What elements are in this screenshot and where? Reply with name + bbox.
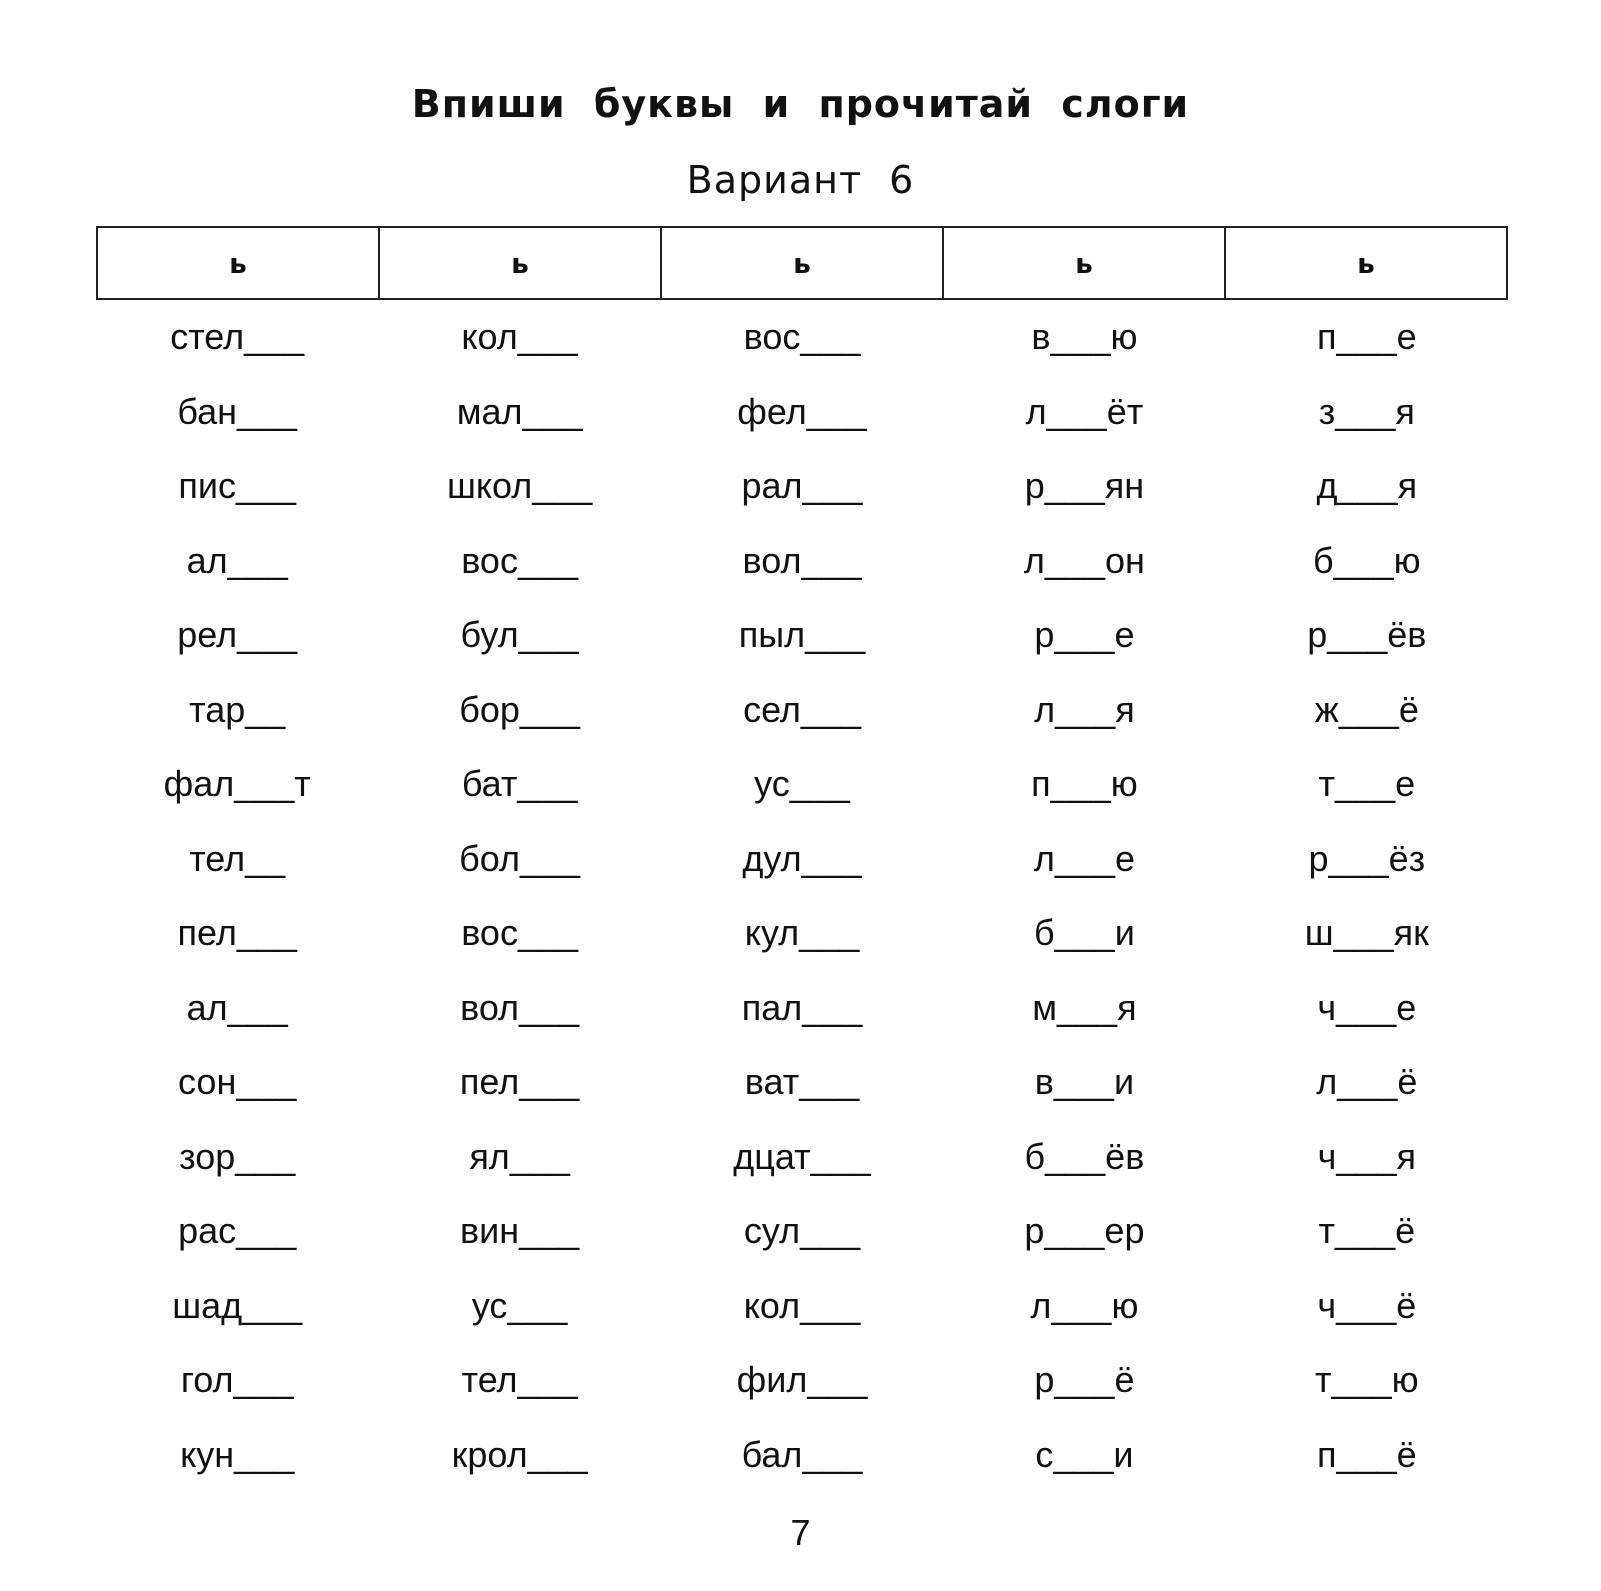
syllable-item[interactable]: фел___ bbox=[737, 390, 867, 432]
column-1 bbox=[96, 300, 378, 1492]
syllable-item[interactable]: л___ю bbox=[1030, 1284, 1139, 1326]
header-cell-1: ь bbox=[98, 228, 380, 298]
syllable-item[interactable]: сул___ bbox=[743, 1210, 861, 1251]
syllable-item[interactable]: л___он bbox=[1023, 539, 1145, 581]
syllable-item[interactable]: ч___ё bbox=[1317, 1284, 1417, 1326]
syllable-item[interactable]: пел___ bbox=[177, 912, 297, 953]
syllable-item[interactable]: вол___ bbox=[742, 539, 862, 581]
syllable-item[interactable]: вос___ bbox=[461, 539, 579, 581]
syllable-item[interactable]: пис___ bbox=[178, 465, 297, 506]
syllable-item[interactable]: пал___ bbox=[741, 986, 863, 1028]
syllable-item[interactable]: б___ю bbox=[1312, 539, 1421, 581]
syllable-item[interactable]: ж___ё bbox=[1314, 688, 1419, 730]
syllable-item[interactable]: т___ё bbox=[1318, 1210, 1416, 1251]
syllable-item[interactable]: сел___ bbox=[743, 688, 861, 730]
syllable-item[interactable]: бор___ bbox=[459, 688, 580, 730]
syllable-item[interactable]: бол___ bbox=[459, 837, 581, 879]
syllable-item[interactable]: стел___ bbox=[170, 316, 305, 357]
syllable-item[interactable]: д___я bbox=[1316, 465, 1418, 506]
page-number: 7 bbox=[790, 1512, 811, 1553]
syllable-item[interactable]: крол___ bbox=[451, 1433, 588, 1475]
syllable-item[interactable]: бан___ bbox=[177, 390, 298, 432]
syllable-item[interactable]: ш___як bbox=[1304, 912, 1429, 953]
column-2 bbox=[378, 300, 660, 1492]
syllable-item[interactable]: р___ер bbox=[1024, 1210, 1145, 1251]
syllable-item[interactable]: р___ё bbox=[1034, 1359, 1135, 1400]
syllable-item[interactable]: тел___ bbox=[461, 1359, 578, 1400]
syllable-item[interactable]: бат___ bbox=[461, 763, 578, 804]
syllable-item[interactable]: сон___ bbox=[178, 1061, 297, 1102]
syllable-item[interactable]: тел__ bbox=[189, 837, 286, 879]
header-cell-2: ь bbox=[380, 228, 662, 298]
syllable-grid bbox=[96, 300, 1508, 1492]
header-cell-3: ь bbox=[662, 228, 944, 298]
syllable-item[interactable]: л___ёт bbox=[1025, 390, 1144, 432]
syllable-item[interactable]: ч___я bbox=[1317, 1135, 1416, 1177]
syllable-item[interactable]: в___ю bbox=[1031, 316, 1138, 357]
syllable-item[interactable]: ват___ bbox=[744, 1061, 860, 1102]
syllable-item[interactable]: р___ёз bbox=[1308, 837, 1426, 879]
syllable-item[interactable]: фил___ bbox=[736, 1359, 868, 1400]
syllable-item[interactable]: вос___ bbox=[461, 912, 579, 953]
syllable-item[interactable]: ус___ bbox=[754, 763, 850, 804]
variant-label: Вариант 6 bbox=[686, 158, 915, 202]
syllable-item[interactable]: тар__ bbox=[189, 688, 286, 730]
syllable-item[interactable]: ял___ bbox=[469, 1135, 570, 1177]
syllable-item[interactable]: п___ё bbox=[1317, 1433, 1417, 1475]
syllable-item[interactable]: ал___ bbox=[186, 986, 288, 1028]
column-4 bbox=[943, 300, 1225, 1492]
syllable-item[interactable]: р___ёв bbox=[1307, 614, 1427, 655]
syllable-item[interactable]: рас___ bbox=[178, 1210, 297, 1251]
syllable-item[interactable]: р___ян bbox=[1024, 465, 1145, 506]
syllable-item[interactable]: пел___ bbox=[459, 1061, 580, 1102]
syllable-item[interactable]: б___и bbox=[1034, 912, 1135, 953]
header-cell-4: ь bbox=[944, 228, 1226, 298]
syllable-item[interactable]: вол___ bbox=[460, 986, 580, 1028]
syllable-item[interactable]: п___ю bbox=[1031, 763, 1138, 804]
syllable-item[interactable]: рал___ bbox=[741, 465, 863, 506]
syllable-item[interactable]: ал___ bbox=[186, 539, 288, 581]
syllable-item[interactable]: шад___ bbox=[172, 1284, 303, 1326]
column-3 bbox=[661, 300, 943, 1492]
syllable-item[interactable]: с___и bbox=[1035, 1433, 1134, 1475]
syllable-item[interactable]: кол___ bbox=[743, 1284, 861, 1326]
syllable-item[interactable]: мал___ bbox=[456, 390, 583, 432]
syllable-item[interactable]: фал___т bbox=[163, 763, 311, 804]
syllable-item[interactable]: школ___ bbox=[446, 465, 593, 506]
syllable-item[interactable]: кол___ bbox=[461, 316, 578, 357]
syllable-item[interactable]: л___е bbox=[1033, 837, 1135, 879]
syllable-item[interactable]: вин___ bbox=[460, 1210, 580, 1251]
syllable-item[interactable]: бал___ bbox=[741, 1433, 863, 1475]
header-table bbox=[96, 226, 1508, 300]
syllable-item[interactable]: ус___ bbox=[471, 1284, 568, 1326]
syllable-item[interactable]: р___е bbox=[1034, 614, 1135, 655]
column-5 bbox=[1226, 300, 1508, 1492]
syllable-item[interactable]: бул___ bbox=[460, 614, 579, 655]
syllable-item[interactable]: в___и bbox=[1034, 1061, 1135, 1102]
syllable-item[interactable]: вос___ bbox=[743, 316, 861, 357]
syllable-item[interactable]: кун___ bbox=[180, 1433, 295, 1475]
syllable-item[interactable]: з___я bbox=[1318, 390, 1415, 432]
syllable-item[interactable]: л___ё bbox=[1316, 1061, 1418, 1102]
header-cell-5: ь bbox=[1357, 246, 1375, 280]
syllable-item[interactable]: м___я bbox=[1032, 986, 1137, 1028]
syllable-item[interactable]: дцат___ bbox=[733, 1135, 871, 1177]
syllable-item[interactable]: пыл___ bbox=[738, 614, 866, 655]
syllable-item[interactable]: дул___ bbox=[742, 837, 862, 879]
syllable-item[interactable]: л___я bbox=[1034, 688, 1135, 730]
syllable-item[interactable]: т___е bbox=[1318, 763, 1416, 804]
syllable-item[interactable]: зор___ bbox=[179, 1135, 296, 1177]
syllable-item[interactable]: б___ёв bbox=[1024, 1135, 1145, 1177]
worksheet-title: Впиши буквы и прочитай слоги bbox=[411, 82, 1190, 126]
syllable-item[interactable]: кул___ bbox=[744, 912, 860, 953]
syllable-item[interactable]: п___е bbox=[1317, 316, 1417, 357]
syllable-item[interactable]: т___ю bbox=[1315, 1359, 1419, 1400]
syllable-item[interactable]: ч___е bbox=[1317, 986, 1417, 1028]
syllable-item[interactable]: гол___ bbox=[180, 1359, 294, 1400]
syllable-item[interactable]: рел___ bbox=[177, 614, 298, 655]
